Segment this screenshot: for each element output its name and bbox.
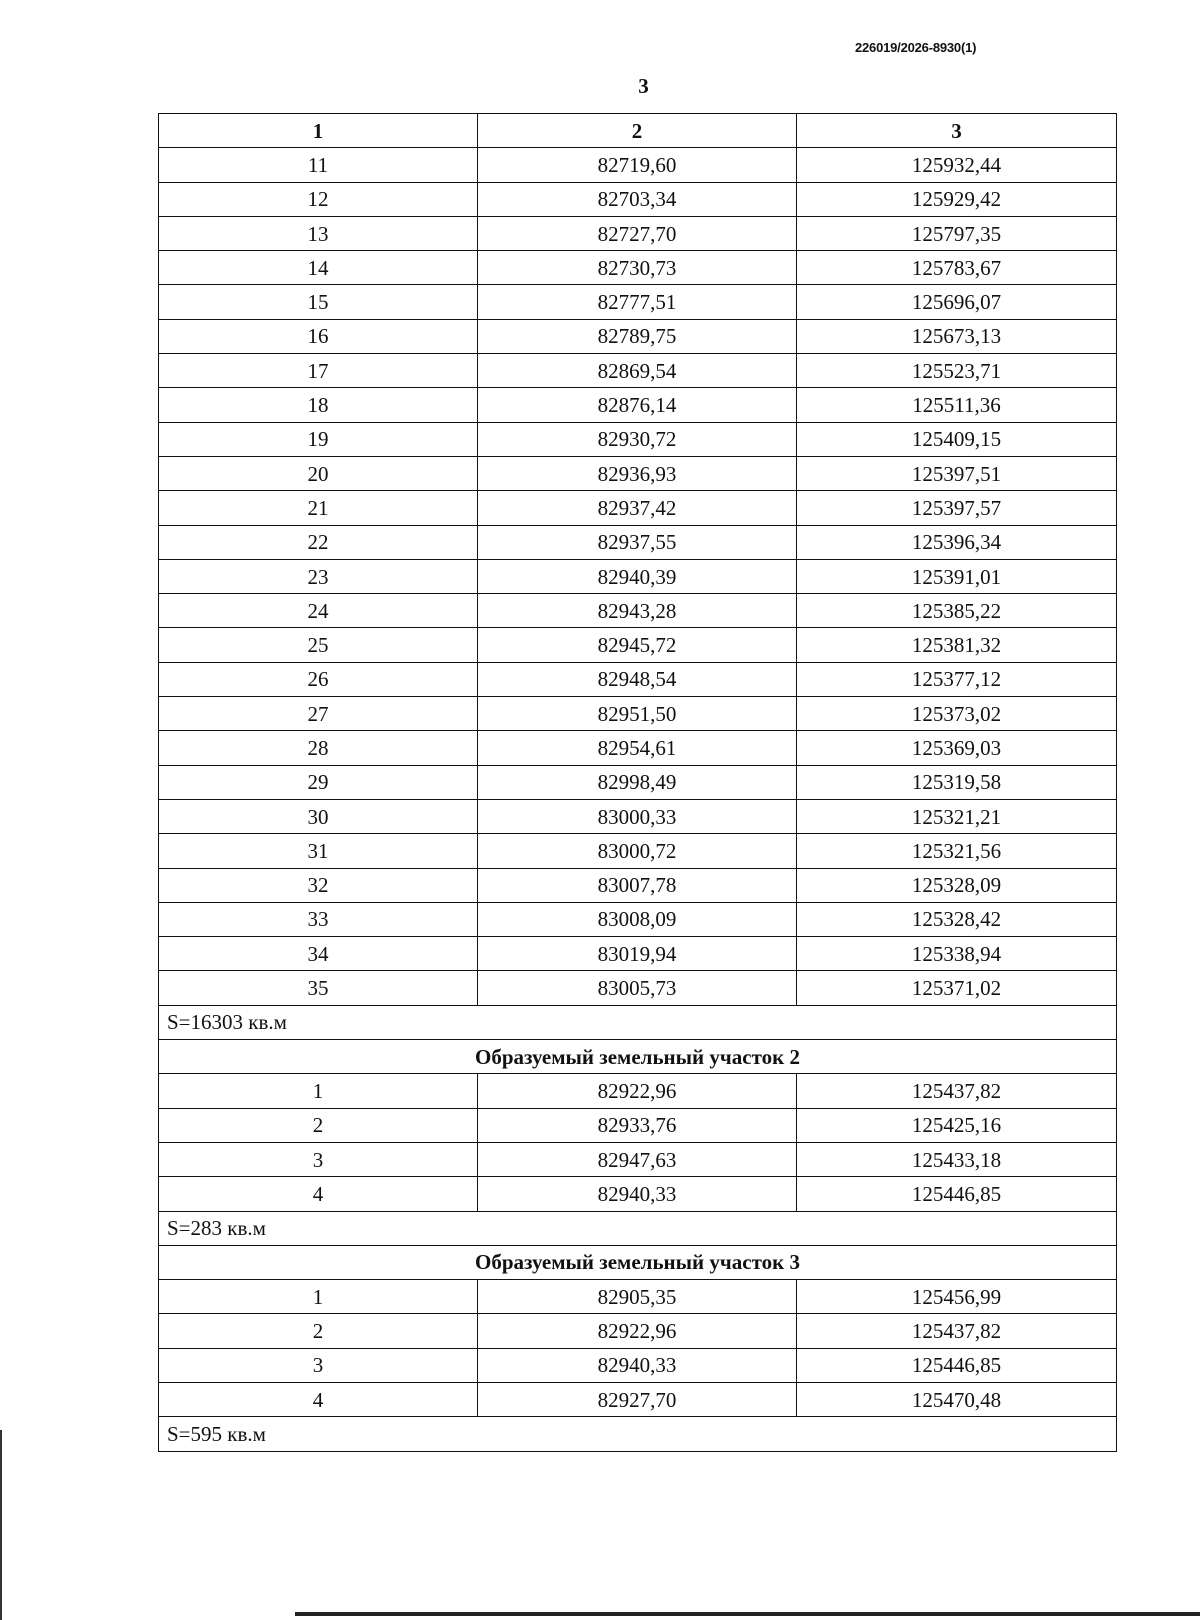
x-coordinate-cell: 82940,33 (478, 1177, 797, 1211)
point-number-cell: 35 (159, 971, 478, 1005)
y-coordinate-cell: 125371,02 (797, 971, 1117, 1005)
x-coordinate-cell: 83019,94 (478, 937, 797, 971)
x-coordinate-cell: 82936,93 (478, 456, 797, 490)
page-number: 3 (638, 74, 649, 98)
table-row (159, 1108, 1117, 1142)
y-coordinate-cell: 125673,13 (797, 319, 1117, 353)
y-coordinate-cell: 125511,36 (797, 388, 1117, 422)
table-row (159, 868, 1117, 902)
scan-edge-mark (0, 1430, 2, 1620)
y-coordinate-cell: 125373,02 (797, 697, 1117, 731)
point-number-cell: 17 (159, 354, 478, 388)
y-coordinate-cell: 125929,42 (797, 182, 1117, 216)
y-coordinate-header: 3 (797, 114, 1117, 148)
table-row (159, 251, 1117, 285)
table-row (159, 594, 1117, 628)
y-coordinate-cell: 125328,09 (797, 868, 1117, 902)
table-row (159, 182, 1117, 216)
x-coordinate-cell: 82998,49 (478, 765, 797, 799)
y-coordinate-cell: 125397,51 (797, 456, 1117, 490)
y-coordinate-cell: 125377,12 (797, 662, 1117, 696)
table-row (159, 1142, 1117, 1176)
x-coordinate-cell: 82703,34 (478, 182, 797, 216)
x-coordinate-cell: 82719,60 (478, 148, 797, 182)
area-row (159, 1211, 1117, 1245)
point-number-cell: 13 (159, 216, 478, 250)
point-number-cell: 2 (159, 1314, 478, 1348)
section-title-row (159, 1040, 1117, 1074)
x-coordinate-header: 2 (478, 114, 797, 148)
document-id: 226019/2026-8930(1) (855, 40, 977, 55)
y-coordinate-cell: 125328,42 (797, 902, 1117, 936)
point-number-cell: 3 (159, 1142, 478, 1176)
x-coordinate-cell: 82730,73 (478, 251, 797, 285)
y-coordinate-cell: 125932,44 (797, 148, 1117, 182)
point-number-cell: 11 (159, 148, 478, 182)
table-row (159, 1314, 1117, 1348)
x-coordinate-cell: 82789,75 (478, 319, 797, 353)
point-number-cell: 34 (159, 937, 478, 971)
point-number-cell: 16 (159, 319, 478, 353)
y-coordinate-cell: 125696,07 (797, 285, 1117, 319)
y-coordinate-cell: 125381,32 (797, 628, 1117, 662)
table-row (159, 662, 1117, 696)
y-coordinate-cell: 125783,67 (797, 251, 1117, 285)
table-row (159, 1074, 1117, 1108)
point-number-cell: 19 (159, 422, 478, 456)
x-coordinate-cell: 83000,72 (478, 834, 797, 868)
scan-edge-mark (295, 1612, 1200, 1616)
x-coordinate-cell: 82951,50 (478, 697, 797, 731)
y-coordinate-cell: 125523,71 (797, 354, 1117, 388)
point-number-cell: 12 (159, 182, 478, 216)
x-coordinate-cell: 83008,09 (478, 902, 797, 936)
table-row (159, 834, 1117, 868)
table-row (159, 319, 1117, 353)
x-coordinate-cell: 82922,96 (478, 1314, 797, 1348)
table-row (159, 491, 1117, 525)
point-number-cell: 15 (159, 285, 478, 319)
x-coordinate-cell: 82927,70 (478, 1382, 797, 1416)
table-row (159, 354, 1117, 388)
y-coordinate-cell: 125321,21 (797, 799, 1117, 833)
point-number-cell: 1 (159, 1280, 478, 1314)
y-coordinate-cell: 125385,22 (797, 594, 1117, 628)
point-number-cell: 3 (159, 1348, 478, 1382)
x-coordinate-cell: 82937,42 (478, 491, 797, 525)
point-number-cell: 30 (159, 799, 478, 833)
x-coordinate-cell: 82905,35 (478, 1280, 797, 1314)
y-coordinate-cell: 125397,57 (797, 491, 1117, 525)
table-row (159, 285, 1117, 319)
y-coordinate-cell: 125446,85 (797, 1348, 1117, 1382)
y-coordinate-cell: 125437,82 (797, 1314, 1117, 1348)
point-number-cell: 27 (159, 697, 478, 731)
table-row (159, 799, 1117, 833)
table-row (159, 765, 1117, 799)
x-coordinate-cell: 82940,33 (478, 1348, 797, 1382)
point-number-cell: 32 (159, 868, 478, 902)
table-row (159, 456, 1117, 490)
point-number-cell: 20 (159, 456, 478, 490)
table-row (159, 1280, 1117, 1314)
x-coordinate-cell: 82933,76 (478, 1108, 797, 1142)
y-coordinate-cell: 125433,18 (797, 1142, 1117, 1176)
coordinates-table (158, 113, 1117, 1452)
parcel-area: S=283 кв.м (159, 1211, 1117, 1245)
point-number-cell: 24 (159, 594, 478, 628)
y-coordinate-cell: 125470,48 (797, 1382, 1117, 1416)
point-number-header: 1 (159, 114, 478, 148)
table-row (159, 422, 1117, 456)
table-row (159, 1177, 1117, 1211)
parcel-section-title: Образуемый земельный участок 3 (159, 1245, 1117, 1279)
parcel-section-title: Образуемый земельный участок 2 (159, 1040, 1117, 1074)
point-number-cell: 22 (159, 525, 478, 559)
parcel-area: S=16303 кв.м (159, 1005, 1117, 1039)
x-coordinate-cell: 82937,55 (478, 525, 797, 559)
y-coordinate-cell: 125437,82 (797, 1074, 1117, 1108)
table-row (159, 697, 1117, 731)
area-row (159, 1417, 1117, 1451)
table-row (159, 902, 1117, 936)
y-coordinate-cell: 125425,16 (797, 1108, 1117, 1142)
table-row (159, 731, 1117, 765)
x-coordinate-cell: 82954,61 (478, 731, 797, 765)
y-coordinate-cell: 125391,01 (797, 559, 1117, 593)
point-number-cell: 14 (159, 251, 478, 285)
point-number-cell: 26 (159, 662, 478, 696)
x-coordinate-cell: 82869,54 (478, 354, 797, 388)
y-coordinate-cell: 125321,56 (797, 834, 1117, 868)
point-number-cell: 29 (159, 765, 478, 799)
point-number-cell: 31 (159, 834, 478, 868)
point-number-cell: 33 (159, 902, 478, 936)
table-header-row (159, 114, 1117, 148)
x-coordinate-cell: 83005,73 (478, 971, 797, 1005)
table-row (159, 388, 1117, 422)
y-coordinate-cell: 125409,15 (797, 422, 1117, 456)
table-row (159, 971, 1117, 1005)
x-coordinate-cell: 82945,72 (478, 628, 797, 662)
x-coordinate-cell: 82940,39 (478, 559, 797, 593)
x-coordinate-cell: 83007,78 (478, 868, 797, 902)
point-number-cell: 23 (159, 559, 478, 593)
point-number-cell: 2 (159, 1108, 478, 1142)
point-number-cell: 1 (159, 1074, 478, 1108)
point-number-cell: 25 (159, 628, 478, 662)
table-row (159, 1348, 1117, 1382)
x-coordinate-cell: 83000,33 (478, 799, 797, 833)
table-row (159, 1382, 1117, 1416)
section-title-row (159, 1245, 1117, 1279)
y-coordinate-cell: 125456,99 (797, 1280, 1117, 1314)
point-number-cell: 21 (159, 491, 478, 525)
table-row (159, 559, 1117, 593)
parcel-area: S=595 кв.м (159, 1417, 1117, 1451)
table-row (159, 937, 1117, 971)
area-row (159, 1005, 1117, 1039)
table-row (159, 216, 1117, 250)
y-coordinate-cell: 125319,58 (797, 765, 1117, 799)
x-coordinate-cell: 82943,28 (478, 594, 797, 628)
table-row (159, 525, 1117, 559)
x-coordinate-cell: 82930,72 (478, 422, 797, 456)
x-coordinate-cell: 82948,54 (478, 662, 797, 696)
table-row (159, 148, 1117, 182)
coordinates-table-body (159, 114, 1117, 1452)
point-number-cell: 4 (159, 1177, 478, 1211)
y-coordinate-cell: 125396,34 (797, 525, 1117, 559)
x-coordinate-cell: 82922,96 (478, 1074, 797, 1108)
x-coordinate-cell: 82727,70 (478, 216, 797, 250)
y-coordinate-cell: 125446,85 (797, 1177, 1117, 1211)
x-coordinate-cell: 82876,14 (478, 388, 797, 422)
point-number-cell: 4 (159, 1382, 478, 1416)
x-coordinate-cell: 82777,51 (478, 285, 797, 319)
point-number-cell: 18 (159, 388, 478, 422)
point-number-cell: 28 (159, 731, 478, 765)
y-coordinate-cell: 125369,03 (797, 731, 1117, 765)
y-coordinate-cell: 125797,35 (797, 216, 1117, 250)
table-row (159, 628, 1117, 662)
y-coordinate-cell: 125338,94 (797, 937, 1117, 971)
x-coordinate-cell: 82947,63 (478, 1142, 797, 1176)
